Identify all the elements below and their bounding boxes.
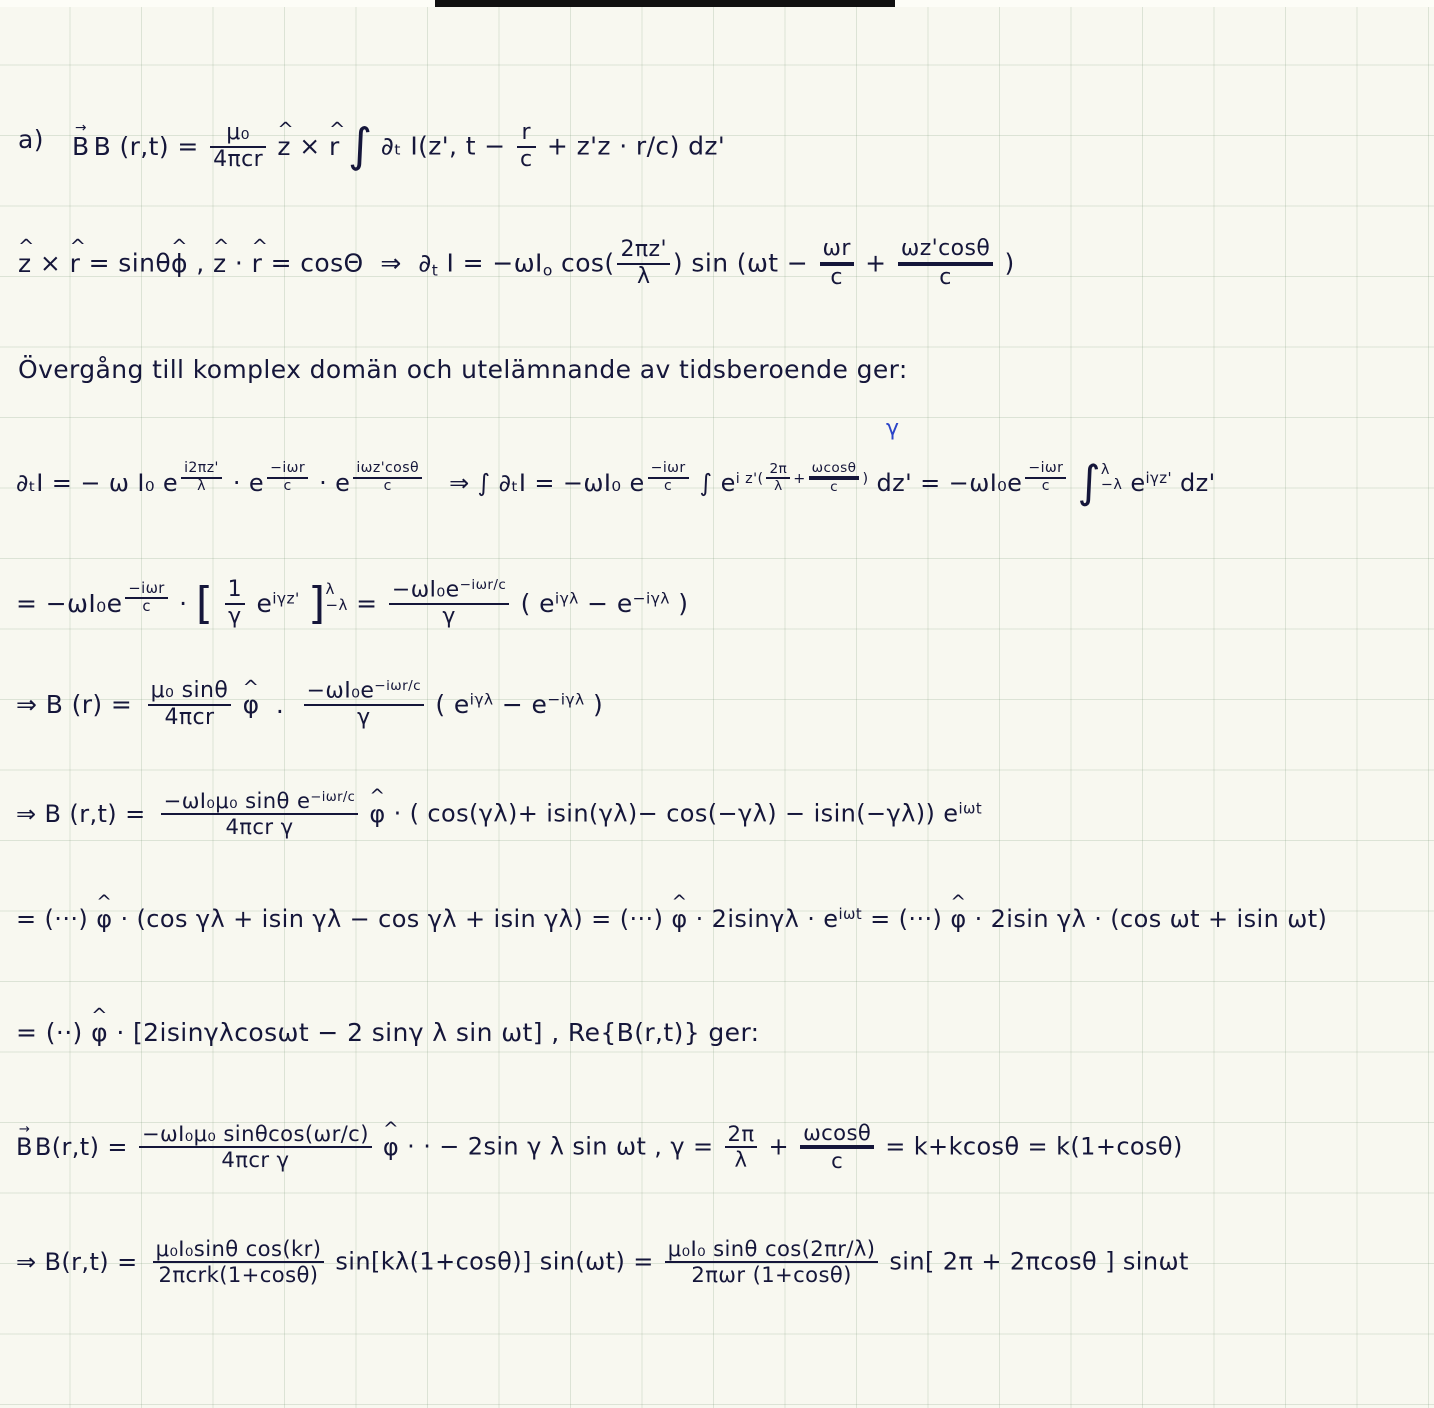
mu0sin-over-4picr: $\frac{\text{μ₀ sinθ}}{\text{4πcr}}$ xyxy=(148,679,232,730)
exp-wcos-c: $\frac{\omega\cos\theta}{c}$ xyxy=(809,461,860,496)
part-a-label: a) xyxy=(18,125,44,154)
exp-i2piz-lambda: i2πz' λ xyxy=(181,461,222,495)
integral-sign-limits: ∫ xyxy=(1077,457,1101,509)
exp-miwr-c-3: −iωr c xyxy=(1025,461,1066,495)
equation-line-2: z ^ × r ^ = sinθϕ ^ , z ^ · r ^ = cosΘ ⇒ $\partial_t$ $I = -\omega I_o$ cos( $\frac{2\pi z'}{\lambda}$ ) sin (ωt − $\frac{\omega r}{c}$ + $\frac{\omega z'\cos\theta}{c}$ ) xyxy=(18,238,1015,291)
equation-line-4: ∂ₜI = − ω I₀ e $^{\frac{i2\pi z'}{\lambda}}$ · e $^{\frac{\text{−iωr}}{c}}$ · e $^{\frac{\text{iωz'cosθ}}{c}}$ ⇒ ∫ ∂ₜI = −ωI₀ e $^{\frac{\text{−iωr}}{c}}$ ∫ $e^{i z'( \frac{2\pi}{\lambda} + \frac{\omega\cos\theta}{c} )}$ dz' = −ωI₀e $^{\frac{\text{−iωr}}{c}}$ ∫ λ −λ $e^{i\gamma z'}$ dz' xyxy=(16,457,1216,509)
exp-iwzcos-c: iωz'cosθ c xyxy=(353,461,422,495)
equation-line-1: B → B (r,t) = $\frac{\text{μ₀}}{\text{4πcr}}$ z ^ × r ^ ∫ ∂ₜ I(z', t − $\frac{r}{c}$ + z'z · r/c) dz' xyxy=(72,122,725,173)
final-fraction-2: $\frac{\text{μ₀I₀ sinθ cos(2πr/λ)}}{\text{2πωr (1+cosθ)}}$ xyxy=(665,1237,879,1286)
equation-line-11-final: ⇒ B(r,t) = $\frac{\text{μ₀I₀sinθ cos(kr)}}{\text{2πcrk(1+cosθ)}}$ sin[kλ(1+cosθ)] sin(ωt) = $\frac{\text{μ₀I₀ sinθ cos(2πr/λ)}}{\text{2πωr (1+cosθ)}}$ sin[ 2π + 2πcosθ ] sinωt xyxy=(16,1236,1189,1287)
equation-line-8: = (···) φ ^ · (cos γλ + isin γλ − cos γλ + isin γλ) = (···) φ ^ · $2isin\gamma\lambda \cdot e^{i\omega t}$ = (···) φ ^ · 2isin γλ · (cos ωt + isin ωt) xyxy=(16,905,1327,933)
wcos-over-c: $\frac{\omega\cos\theta}{c}$ xyxy=(800,1121,874,1172)
equation-line-6: ⇒ B (r) = $\frac{\text{μ₀ sinθ}}{\text{4πcr}}$ φ ^ . $\frac{-\omega I_0e^{-i\omega r/c}}{\gamma}$ ( $e^{i\gamma\lambda} - e^{-i\gamma\lambda}$ ) xyxy=(16,680,603,732)
exp-2pi-lambda: $\frac{2\pi}{\lambda}$ xyxy=(766,462,790,495)
omega-zcos-over-c-2: $\frac{\omega z'\cos\theta}{c}$ xyxy=(898,237,993,290)
2piz-over-lambda: $\frac{2\pi z'}{\lambda}$ xyxy=(617,238,669,289)
exp-miwr-c-2: −iωr c xyxy=(648,461,689,495)
real-part-prefactor: $\frac{\text{−ωI₀μ₀ sinθcos(ωr/c)}}{\text{4πcr γ}}$ xyxy=(139,1122,372,1171)
omega-r-over-c-2: $\frac{\omega r}{c}$ xyxy=(820,237,854,290)
big-prefactor-fraction: $\frac{-\omega I_0\mu_0 \sin\theta e^{-i\omega r/c}}{\text{4πcr γ}}$ xyxy=(161,789,359,838)
swedish-text-line: Övergång till komplex domän och utelämnande av tidsberoende ger: xyxy=(18,355,908,384)
equation-line-10: B →B(r,t) = $\frac{\text{−ωI₀μ₀ sinθcos(ωr/c)}}{\text{4πcr γ}}$ φ ^ · · − 2sin γ λ sin ωt , γ = $\frac{2\pi}{\lambda}$ + $\frac{\omega\cos\theta}{c}$ = k+kcosθ = k(1+cosθ) xyxy=(16,1122,1183,1173)
r-over-c-1: $\frac{r}{c}$ xyxy=(517,121,536,172)
one-over-gamma: $\frac{1}{\gamma}$ xyxy=(225,578,245,629)
final-fraction-1: $\frac{\text{μ₀I₀sinθ cos(kr)}}{\text{2πcrk(1+cosθ)}}$ xyxy=(153,1237,325,1286)
minus-wI0-exp-over-gamma: $\frac{-\omega I_0e^{-i\omega r/c}}{\gamma}$ xyxy=(389,578,509,630)
equation-line-9: = (··) φ ^ · [2isinγλcosωt − 2 sinγ λ sin ωt] , Re{B(r,t)} ger: xyxy=(16,1018,760,1047)
equation-line-7: ⇒ B (r,t) = $\frac{-\omega I_0\mu_0 \sin\theta e^{-i\omega r/c}}{\text{4πcr γ}}$ φ ^ · ( cos(γλ)+ isin(γλ)− cos(−γλ) − isin(−γλ)) $e^{i\omega t}$ xyxy=(16,790,982,839)
minus-wI0-exp-over-gamma-2: $\frac{-\omega I_0e^{-i\omega r/c}}{\gamma}$ xyxy=(304,679,424,731)
gamma-annotation: γ xyxy=(886,416,900,441)
exp-miwr-c-1: −iωr c xyxy=(267,461,308,495)
mu0-over-4picr: $\frac{\text{μ₀}}{\text{4πcr}}$ xyxy=(210,121,266,172)
2pi-over-lambda: $\frac{2\pi}{\lambda}$ xyxy=(725,1122,758,1171)
exp-miwr-c-4: −iωr c xyxy=(125,581,167,616)
equation-line-5: = −ωI₀e $^{\frac{\text{−iωr}}{c}}$ · [ $\frac{1}{\gamma}$ $e^{i\gamma z'}$ ] λ −λ = $\frac{-\omega I_0e^{-i\omega r/c}}{\gamma}$ ( $e^{i\gamma\lambda} - e^{-i\gamma\lambda}$ ) xyxy=(16,577,689,630)
